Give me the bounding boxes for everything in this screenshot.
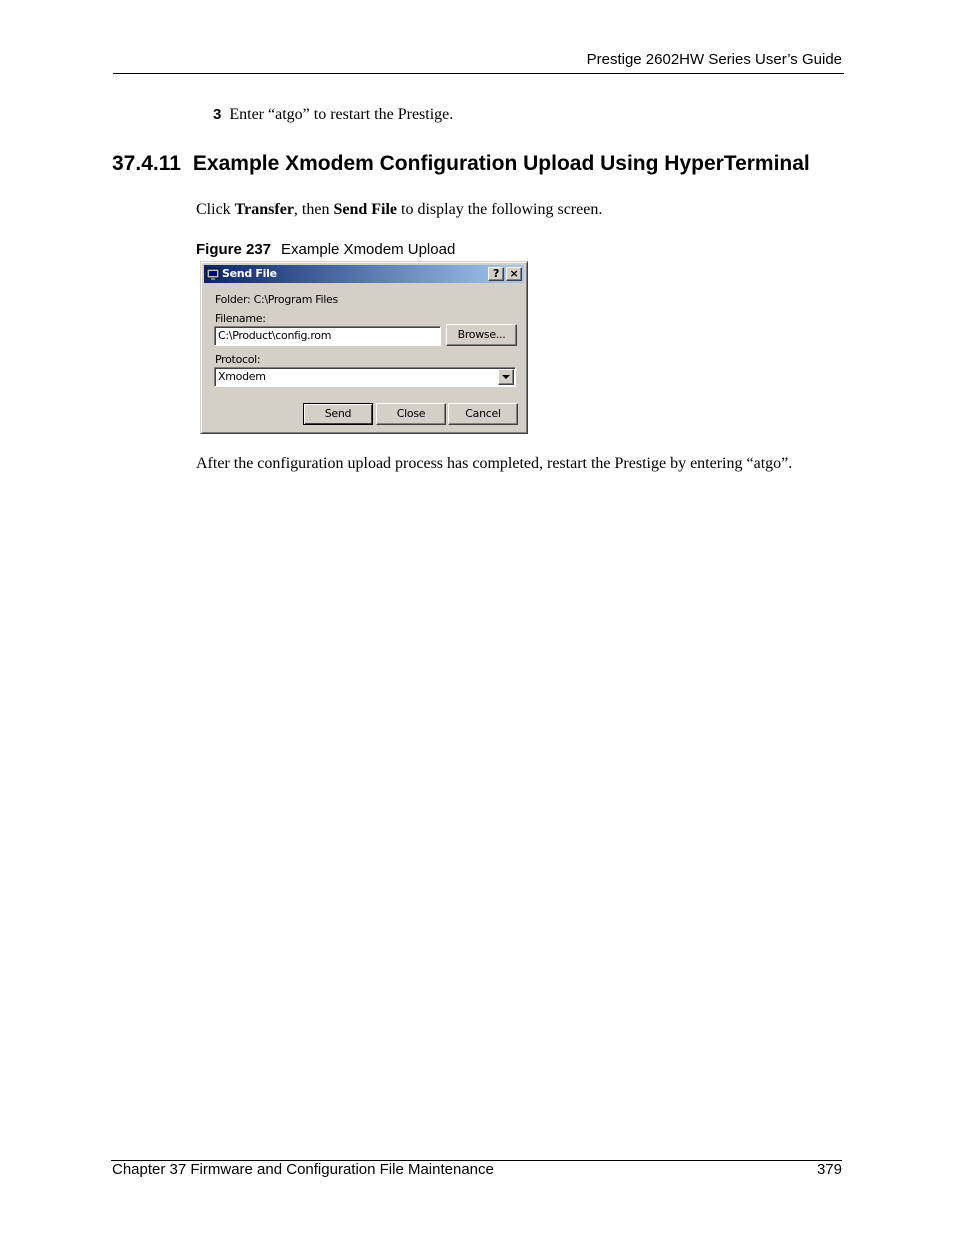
protocol-label: Protocol:	[215, 353, 261, 366]
close-icon[interactable]: ×	[506, 267, 522, 281]
help-button[interactable]: ?	[488, 267, 504, 281]
intro-transfer-term: Transfer	[234, 201, 294, 218]
intro-text-1: Click	[196, 201, 235, 218]
figure-caption	[196, 241, 455, 258]
section-heading	[112, 152, 810, 176]
send-button[interactable]: Send	[303, 403, 373, 425]
hyperterminal-icon	[206, 267, 220, 281]
folder-label: Folder: C:\Program Files	[215, 293, 338, 306]
intro-text-2: , then	[293, 201, 334, 218]
protocol-selected-value: Xmodem	[218, 370, 266, 383]
cancel-button[interactable]: Cancel	[448, 403, 518, 425]
section-title: Example Xmodem Configuration Upload Using HyperTerminal	[192, 152, 810, 175]
chevron-down-icon[interactable]	[498, 369, 514, 385]
close-button[interactable]: Close	[376, 403, 446, 425]
dialog-title: Send File	[222, 267, 277, 280]
step-number: 3	[213, 106, 222, 123]
filename-label: Filename:	[215, 312, 266, 325]
step-3	[213, 106, 453, 124]
send-file-dialog	[200, 261, 528, 434]
running-header: Prestige 2602HW Series User’s Guide	[586, 51, 842, 68]
step-text: Enter “atgo” to restart the Prestige.	[229, 106, 454, 123]
protocol-select[interactable]	[214, 367, 516, 387]
intro-send-file-term: Send File	[333, 201, 398, 218]
header-rule	[113, 73, 844, 74]
dialog-titlebar[interactable]	[204, 265, 524, 283]
after-paragraph: After the configuration upload process has completed, restart the Prestige by entering “atgo”.	[196, 455, 793, 472]
footer-page-number: 379	[816, 1161, 842, 1178]
intro-paragraph	[196, 201, 602, 219]
figure-caption-text: Example Xmodem Upload	[281, 241, 456, 258]
section-number: 37.4.11	[112, 152, 181, 175]
footer-chapter: Chapter 37 Firmware and Configuration File Maintenance	[112, 1161, 494, 1178]
figure-number: Figure 237	[196, 241, 272, 258]
browse-button[interactable]: Browse...	[446, 324, 517, 346]
intro-text-3: to display the following screen.	[397, 201, 603, 218]
filename-input[interactable]: C:\Product\config.rom	[214, 326, 441, 346]
